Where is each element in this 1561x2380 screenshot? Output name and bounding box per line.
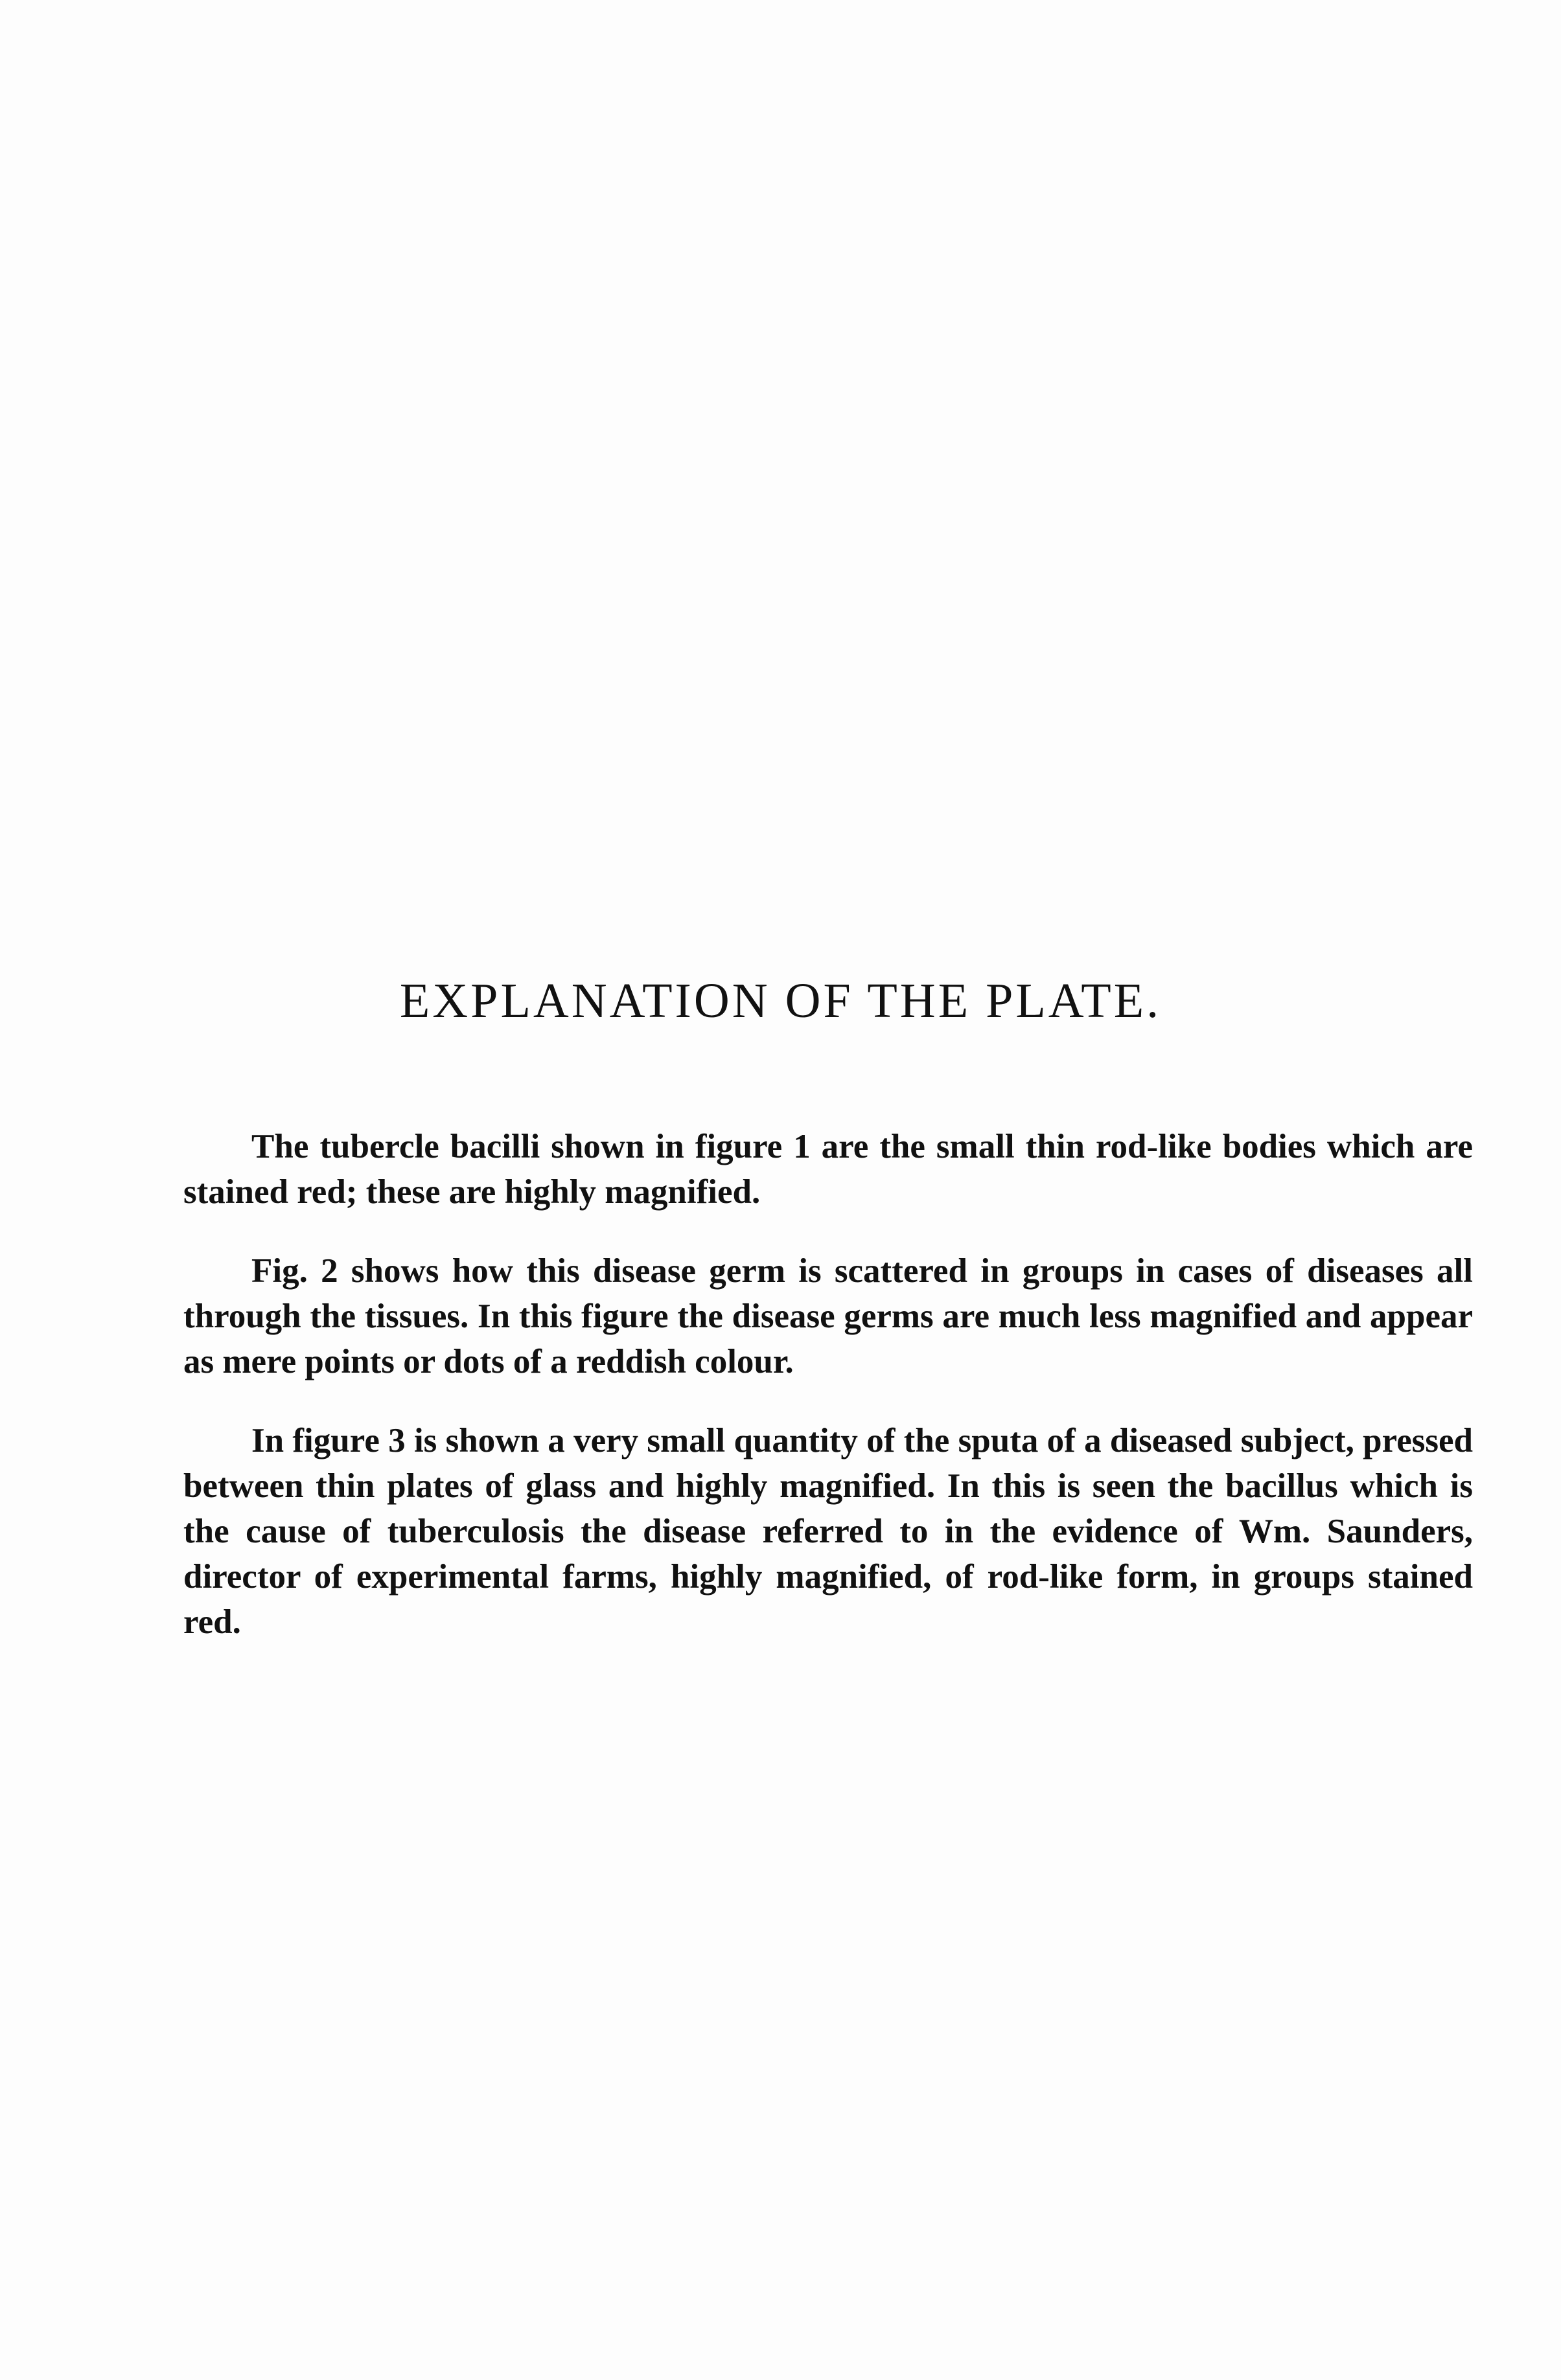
paragraph-figure-2: Fig. 2 shows how this disease germ is scattered in groups in cases of diseases all through the tissues. In this figure the disease germs are much less magnified and appear as mere points or dots of a reddish colour. xyxy=(183,1252,1473,1380)
page-title: EXPLANATION OF THE PLATE. xyxy=(399,974,1162,1028)
paragraph-figure-3: In figure 3 is shown a very small quantity of the sputa of a diseased subject, pressed between thin plates of glass and highly magnified. In this is seen the bacillus which is the cause of tuberculosis the disease referred to in the evidence of Wm. Saunders, director of experimental farms, highly magnified, of rod-like form, in groups stained red. xyxy=(183,1422,1473,1641)
explanation-text xyxy=(183,1124,1473,1678)
paragraph-figure-1: The tubercle bacilli shown in figure 1 are the small thin rod-like bodies which are stained red; these are highly magnified. xyxy=(183,1128,1473,1211)
